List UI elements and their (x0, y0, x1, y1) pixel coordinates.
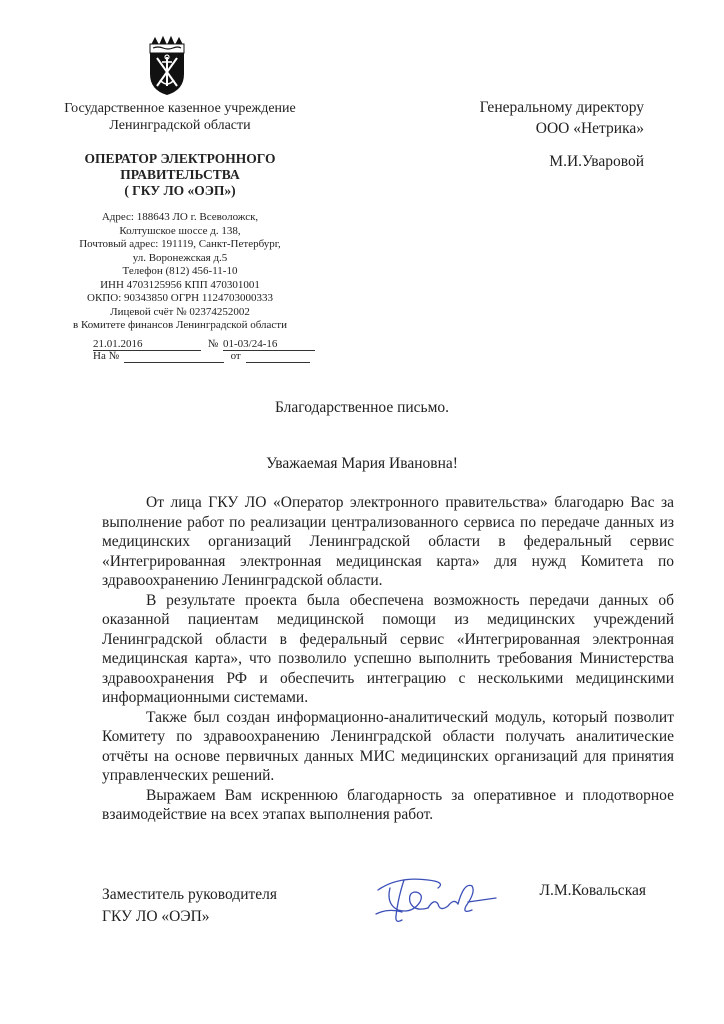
sender-detail-line: ул. Воронежская д.5 (132, 251, 228, 264)
reg-date: 21.01.2016 (93, 338, 201, 351)
handwritten-signature (368, 868, 518, 932)
reply-from-label: от (230, 350, 241, 362)
reg-number: 01-03/24-16 (223, 338, 315, 351)
body-paragraph: Выражаем Вам искреннюю благодарность за оперативное и плодотворное взаимодействие на всех этапах выполнения работ. (102, 786, 674, 823)
addressee-block (480, 97, 644, 172)
signatory-position-line2: ГКУ ЛО «ОЭП» (102, 908, 210, 925)
body-paragraph: В результате проекта была обеспечена возможность передачи данных об оказанной пациентам медицинской помощи из медицинских учреждений Ленинградской области в федеральный сервис «Интегрированная электронная медицинская карта», что позволило успешно выполнить требования Министерства здравоохранения РФ и обеспечить интеграцию с несколькими медицинскими информационными системами. (102, 591, 674, 706)
letter-title: Благодарственное письмо. (274, 399, 450, 416)
sender-org-line1: Государственное казенное учреждение (64, 101, 296, 116)
sender-bold-line1: ОПЕРАТОР ЭЛЕКТРОННОГО (84, 151, 276, 166)
sender-detail-line: ИНН 4703125956 КПП 470301001 (100, 278, 260, 291)
sender-detail-line: Колтушское шоссе д. 138, (119, 224, 241, 237)
salutation: Уважаемая Мария Ивановна! (266, 455, 458, 472)
addressee-line1: Генеральному директору (479, 99, 644, 116)
reply-label: На № (93, 350, 120, 362)
sender-bold-line3: ( ГКУ ЛО «ОЭП») (124, 183, 236, 198)
signatory-name: Л.М.Ковальская (539, 882, 646, 899)
coat-of-arms-emblem (149, 30, 185, 96)
sender-detail-line: Почтовый адрес: 191119, Санкт-Петербург, (79, 238, 281, 250)
sender-bold-line2: ПРАВИТЕЛЬСТВА (120, 167, 240, 182)
letter-body (102, 493, 674, 825)
signatory-position-line1: Заместитель руководителя (102, 886, 278, 903)
sender-org-line2: Ленинградской области (109, 118, 251, 133)
sender-detail-line: Телефон (812) 456-11-10 (122, 265, 238, 277)
sender-details (40, 211, 320, 333)
reply-date-blank (246, 350, 310, 363)
sender-detail-line: в Комитете финансов Ленинградской области (73, 319, 287, 331)
addressee-line2: ООО «Нетрика» (535, 120, 644, 137)
signatory-position (102, 884, 277, 928)
sender-detail-line: Лицевой счёт № 02374252002 (110, 305, 250, 318)
reg-no-label: № (207, 338, 219, 350)
sender-org-title (40, 151, 320, 199)
sender-detail-line: Адрес: 188643 ЛО г. Всеволожск, (101, 211, 259, 223)
sender-detail-line: ОКПО: 90343850 ОГРН 1124703000333 (87, 292, 273, 304)
reply-number-blank (124, 350, 224, 363)
body-paragraph: От лица ГКУ ЛО «Оператор электронного правительства» благодарю Вас за выполнение работ по реализации централизованного сервиса по передаче данных из медицинских организаций Ленинградской области в федеральный сервис «Интегрированная электронная медицинская карта» для нужд Комитета по здравоохранению Ленинградской области. (102, 494, 674, 589)
sender-organization (40, 100, 320, 134)
body-paragraph: Также был создан информационно-аналитический модуль, который позволит Комитету по здравоохранению Ленинградской области получать аналитические отчёты на основе первичных данных МИС медицинских организаций для принятия управленческих решений. (102, 708, 674, 784)
reply-line (93, 350, 310, 363)
addressee-name: М.И.Уваровой (549, 153, 644, 170)
